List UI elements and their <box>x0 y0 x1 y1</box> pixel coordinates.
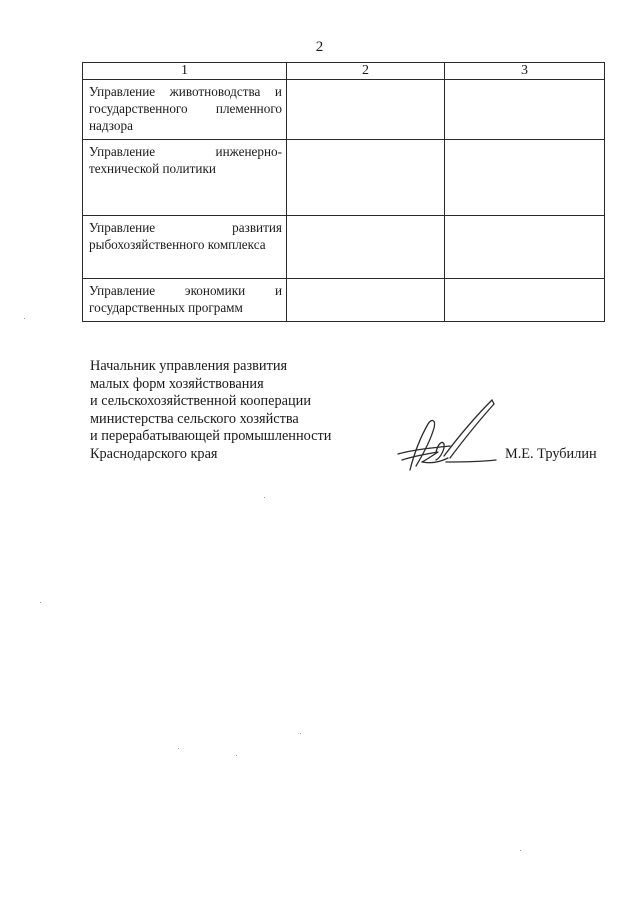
department-cell <box>83 279 287 322</box>
table-cell-col3 <box>445 216 605 279</box>
position-line: и перерабатывающей промышленности <box>90 428 332 445</box>
table-row <box>83 279 605 322</box>
signatory-position <box>90 358 331 464</box>
scan-speck <box>300 733 301 734</box>
table-header-row <box>83 63 605 80</box>
table-cell-col2 <box>287 216 445 279</box>
position-line: Начальник управления развития <box>90 358 288 374</box>
table-cell-col3 <box>445 80 605 140</box>
position-line: министерства сельского хозяйства <box>90 410 299 427</box>
position-line: и сельскохозяйственной кооперации <box>90 393 311 410</box>
position-line: малых форм хозяйствования <box>90 375 264 392</box>
scan-speck <box>40 602 41 603</box>
department-cell <box>83 140 287 216</box>
department-cell <box>83 216 287 279</box>
column-header-3: 3 <box>445 63 605 80</box>
table-row <box>83 140 605 216</box>
table-cell-col2 <box>287 279 445 322</box>
scan-speck <box>520 850 521 851</box>
scan-speck <box>264 497 265 498</box>
handwritten-signature <box>392 396 504 476</box>
scan-speck <box>24 318 25 319</box>
table-row <box>83 216 605 279</box>
table-cell-col2 <box>287 80 445 140</box>
signatory-name: М.Е. Трубилин <box>505 446 597 462</box>
department-name: Управление инженерно-технической политики <box>89 144 282 176</box>
position-line: Краснодарского края <box>90 445 218 462</box>
table-row <box>83 80 605 140</box>
table-cell-col3 <box>445 279 605 322</box>
column-header-1: 1 <box>83 63 287 80</box>
scan-speck <box>178 748 179 749</box>
department-cell <box>83 80 287 140</box>
department-name: Управление экономики и государственных программ <box>89 283 282 315</box>
department-name: Управление животноводства и государственного племенного надзора <box>89 84 282 133</box>
scan-speck <box>236 755 237 756</box>
table-cell-col2 <box>287 140 445 216</box>
page-number: 2 <box>315 39 324 55</box>
department-name: Управление развития рыбохозяйственного комплекса <box>89 220 282 252</box>
table-cell-col3 <box>445 140 605 216</box>
department-table <box>82 62 605 322</box>
column-header-2: 2 <box>287 63 445 80</box>
